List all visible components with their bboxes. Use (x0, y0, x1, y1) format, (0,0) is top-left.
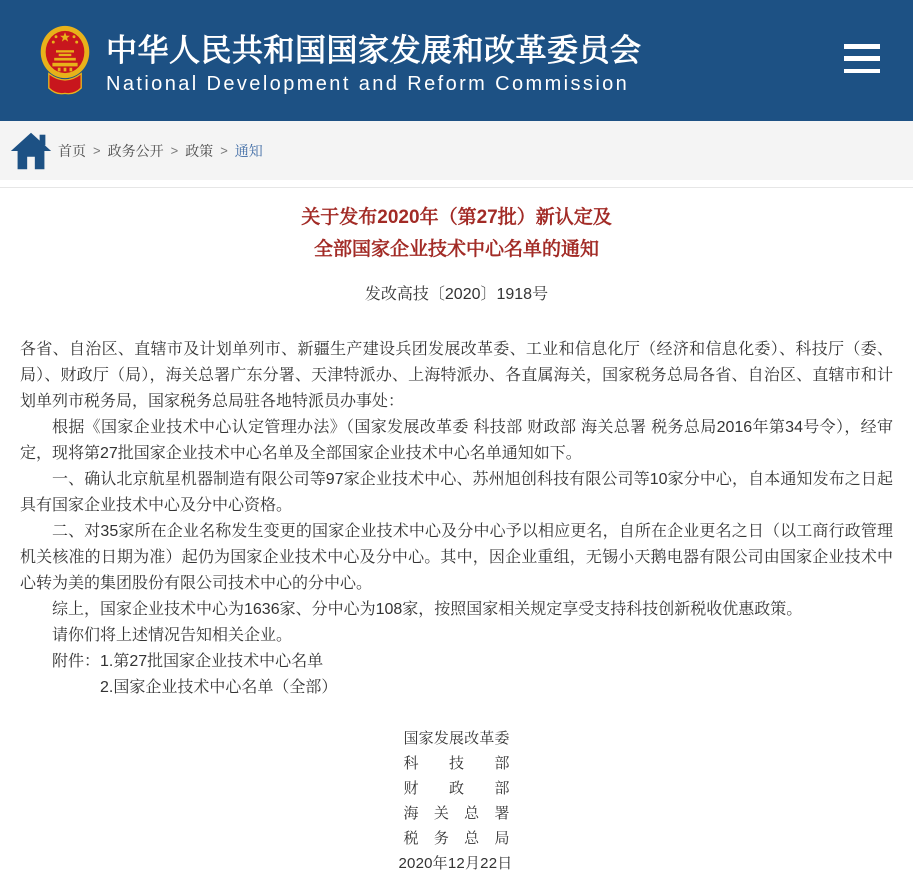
document-date: 2020年12月22日 (398, 855, 513, 872)
national-emblem-icon[interactable] (38, 23, 92, 99)
breadcrumb-item-govinfo[interactable]: 政务公开 (107, 142, 164, 159)
paragraph-request: 请你们将上述情况告知相关企业。 (52, 627, 293, 644)
signer-sta: 税务总局 (403, 830, 510, 847)
paragraph-item-1: 一、确认北京航星机器制造有限公司等97家企业技术中心、苏州旭创科技有限公司等10家分中心，自本通知发布之日起具有国家企业技术中心及分中心资格。 (20, 471, 893, 514)
document-number: 发改高技〔2020〕1918号 (364, 286, 549, 303)
menu-icon[interactable] (844, 44, 880, 73)
breadcrumb-item-notice[interactable]: 通知 (234, 142, 263, 159)
signer-ndrc: 国家发展改革委 (403, 730, 510, 747)
site-title-chinese: 中华人民共和国国家发展和改革委员会 (106, 33, 642, 68)
home-icon[interactable] (8, 128, 54, 174)
breadcrumb-separator: > (220, 143, 228, 158)
breadcrumb-separator: > (93, 143, 101, 158)
document-content (0, 187, 913, 876)
document-body (20, 337, 893, 701)
paragraph-addressees: 各省、自治区、直辖市及计划单列市、新疆生产建设兵团发展改革委、工业和信息化厅（经济和信息化委）、科技厅（委、局）、财政厅（局），海关总署广东分署、天津特派办、上海特派办、各直属海关，国家税务总局各省、自治区、直辖市和计划单列市税务局，国家税务总局驻各地特派员办事处： (20, 341, 893, 410)
paragraph-summary: 综上，国家企业技术中心为1636家、分中心为108家，按照国家相关规定享受支持科技创新税收优惠政策。 (52, 601, 803, 618)
breadcrumb (0, 121, 913, 180)
attachment-line-1: 附件：1.第27批国家企业技术中心名单 (52, 653, 324, 670)
breadcrumb-item-home[interactable]: 首页 (58, 142, 86, 159)
signature-block (398, 726, 513, 876)
site-title-english: National Development and Reform Commission (106, 73, 630, 95)
breadcrumb-separator: > (170, 143, 179, 158)
signer-most: 科技部 (403, 755, 510, 772)
site-header (0, 0, 913, 121)
signer-gacc: 海关总署 (403, 805, 510, 822)
attachment-line-2: 2.国家企业技术中心名单（全部） (100, 679, 338, 696)
breadcrumb-item-policy[interactable]: 政策 (185, 142, 214, 159)
document-title-line2: 全部国家企业技术中心名单的通知 (313, 239, 599, 260)
document-title-line1: 关于发布2020年（第27批）新认定及 (301, 207, 612, 228)
paragraph-item-2: 二、对35家所在企业名称发生变更的国家企业技术中心及分中心予以相应更名，自所在企业更名之日（以工商行政管理机关核准的日期为准）起仍为国家企业技术中心及分中心。其中，因企业重组，无锡小天鹅电器有限公司由国家企业技术中心转为美的集团股份有限公司技术中心的分中心。 (20, 523, 893, 592)
signer-mof: 财政部 (403, 780, 510, 797)
paragraph-basis: 根据《国家企业技术中心认定管理办法》（国家发展改革委 科技部 财政部 海关总署 税务总局2016年第34号令），经审定，现将第27批国家企业技术中心名单及全部国家企业技术中心名单通知如下。 (20, 419, 893, 462)
site-title-block (106, 33, 642, 96)
document-title (20, 202, 893, 266)
